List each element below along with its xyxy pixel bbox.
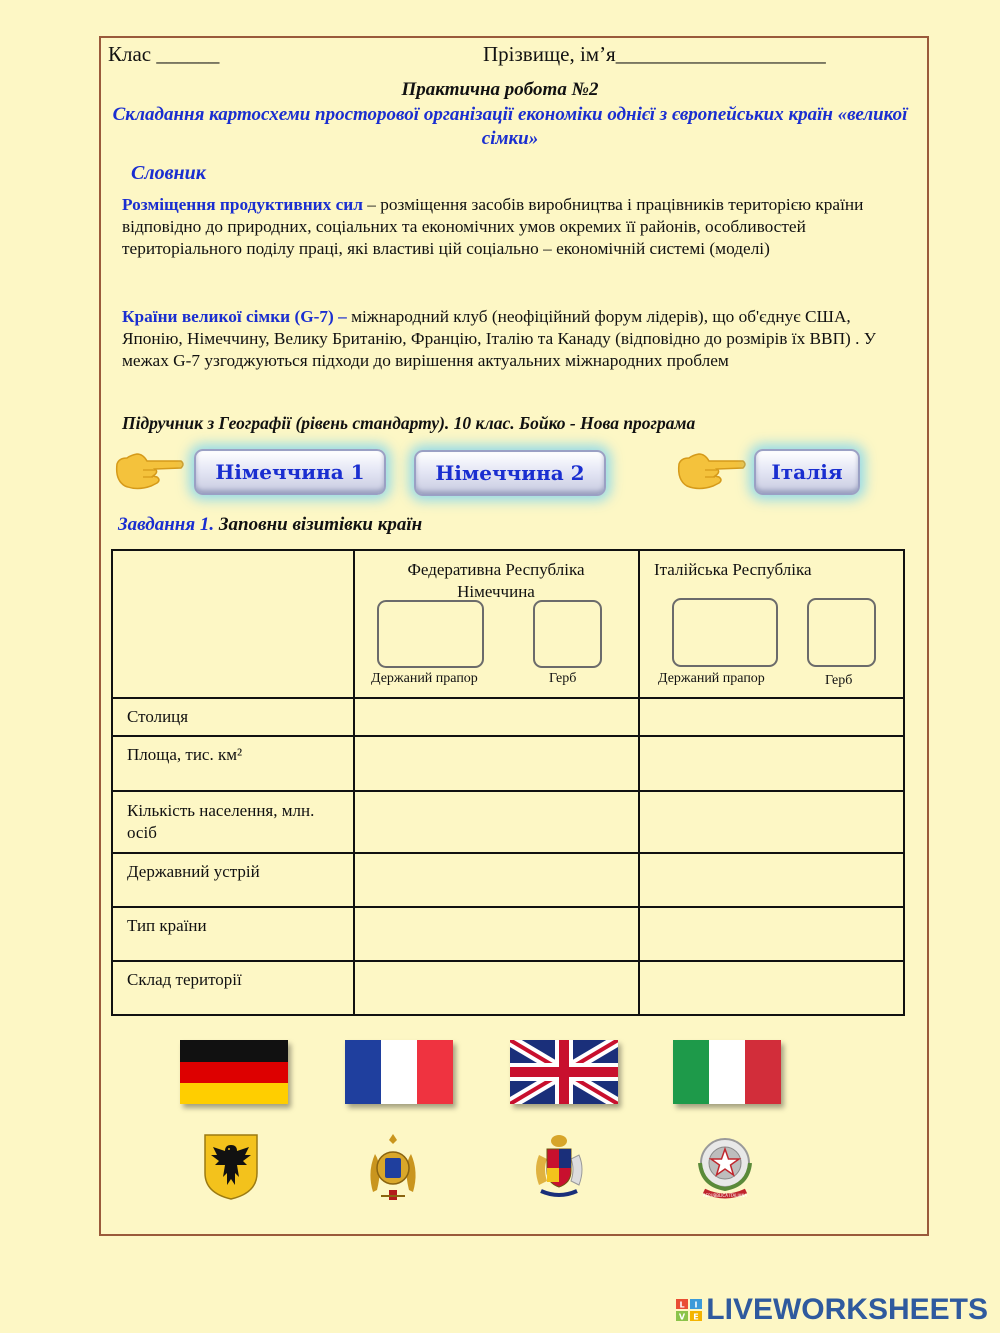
germany-2-button[interactable]: Німеччина 2 [414, 450, 606, 496]
task-number: Завдання 1. [118, 514, 215, 535]
table-row [112, 791, 904, 853]
glossary-item-g7 [122, 306, 902, 372]
table-row [112, 907, 904, 961]
germany-coat-of-arms-icon[interactable] [203, 1133, 259, 1201]
glossary-term: Країни великої сімки (G-7) – [122, 307, 347, 326]
germany-flag-dropzone[interactable] [377, 600, 484, 668]
france-emblem-icon[interactable] [363, 1132, 423, 1202]
italy-flag-dropzone[interactable] [672, 598, 778, 667]
italy-flag-caption: Держаний прапор [658, 671, 765, 686]
textbook-reference: Підручник з Географії (рівень стандарту). 10 клас. Бойко - Нова програма [122, 413, 696, 433]
row-label-territory: Склад території [112, 961, 354, 1015]
germany-flag[interactable] [180, 1040, 288, 1104]
table-row [112, 698, 904, 736]
glossary-item-productive-forces [122, 194, 902, 260]
glossary-term: Розміщення продуктивних сил [122, 195, 363, 214]
italy-seal-text: REPUBBLICA ITALIANA [702, 1193, 748, 1198]
answer-cell-italy[interactable] [639, 791, 904, 853]
answer-cell-germany[interactable] [354, 698, 639, 736]
uk-flag[interactable] [510, 1040, 618, 1104]
germany-flag-caption: Держаний прапор [371, 671, 478, 686]
italy-country-name: Італійська Республіка [654, 560, 812, 579]
answer-cell-italy[interactable] [639, 907, 904, 961]
france-flag[interactable] [345, 1040, 453, 1104]
pointing-hand-icon [113, 450, 185, 492]
table-row [112, 853, 904, 907]
italy-coat-caption: Герб [825, 673, 853, 688]
glossary-definition: міжнародний клуб (неофіційний форум лідерів), що об'єднує США, Японію, Німеччину, Велику Британію, Францію, Італію та Канаду (відповідно до розмірів їх ВВП) . У межах G-7 узгоджуються підходи до вирішення актуальних міжнародних проблем [122, 307, 877, 370]
logo-letter: V [679, 1312, 686, 1321]
answer-cell-italy[interactable] [639, 698, 904, 736]
table-row [112, 961, 904, 1015]
answer-cell-germany[interactable] [354, 853, 639, 907]
page-title: Практична робота №2 [401, 79, 599, 100]
germany-1-button[interactable]: Німеччина 1 [194, 449, 386, 495]
logo-letter: E [693, 1312, 700, 1321]
class-label: Клас ______ [108, 42, 220, 66]
liveworksheets-logo [676, 1293, 988, 1327]
glossary-definition: – розміщення засобів виробництва і працівників територією країни відповідно до природних, соціальних та економічних умов окремих її районів, особливостей територіального поділу праці, які властиві цій соціально – економічній системі (моделі) [122, 195, 864, 258]
uk-coat-of-arms-icon[interactable] [531, 1133, 587, 1201]
italy-emblem-icon[interactable] [694, 1133, 756, 1201]
pointing-hand-icon [675, 450, 747, 492]
answer-cell-italy[interactable] [639, 961, 904, 1015]
answer-cell-germany[interactable] [354, 736, 639, 791]
germany-country-name: Федеративна Республіка Німеччина [407, 560, 585, 601]
row-label-area: Площа, тис. км² [112, 736, 354, 791]
answer-cell-germany[interactable] [354, 961, 639, 1015]
liveworksheets-logo-icon [676, 1299, 702, 1321]
table-corner-cell [112, 550, 354, 698]
germany-coat-dropzone[interactable] [533, 600, 602, 668]
task-heading [118, 514, 422, 536]
answer-cell-germany[interactable] [354, 791, 639, 853]
row-label-capital: Столиця [112, 698, 354, 736]
germany-coat-caption: Герб [549, 671, 577, 686]
name-label: Прізвище, ім’я____________________ [483, 42, 826, 66]
task-text: Заповни візитівки країн [214, 514, 423, 535]
country-cards-table [111, 549, 905, 1016]
page-subtitle: Складання картосхеми просторової організації економіки однієї з європейських країн «великої сімки» [112, 104, 908, 149]
answer-cell-italy[interactable] [639, 736, 904, 791]
glossary-heading: Словник [131, 162, 206, 184]
row-label-country-type: Тип країни [112, 907, 354, 961]
row-label-population: Кількість населення, млн. осіб [112, 791, 354, 853]
logo-letter: I [694, 1300, 698, 1310]
answer-cell-germany[interactable] [354, 907, 639, 961]
italy-flag[interactable] [673, 1040, 781, 1104]
italy-coat-dropzone[interactable] [807, 598, 876, 667]
logo-letter: L [679, 1300, 685, 1310]
italy-button[interactable]: Італія [754, 449, 860, 495]
row-label-government: Державний устрій [112, 853, 354, 907]
table-row [112, 736, 904, 791]
liveworksheets-text: LIVEWORKSHEETS [706, 1293, 988, 1326]
answer-cell-italy[interactable] [639, 853, 904, 907]
